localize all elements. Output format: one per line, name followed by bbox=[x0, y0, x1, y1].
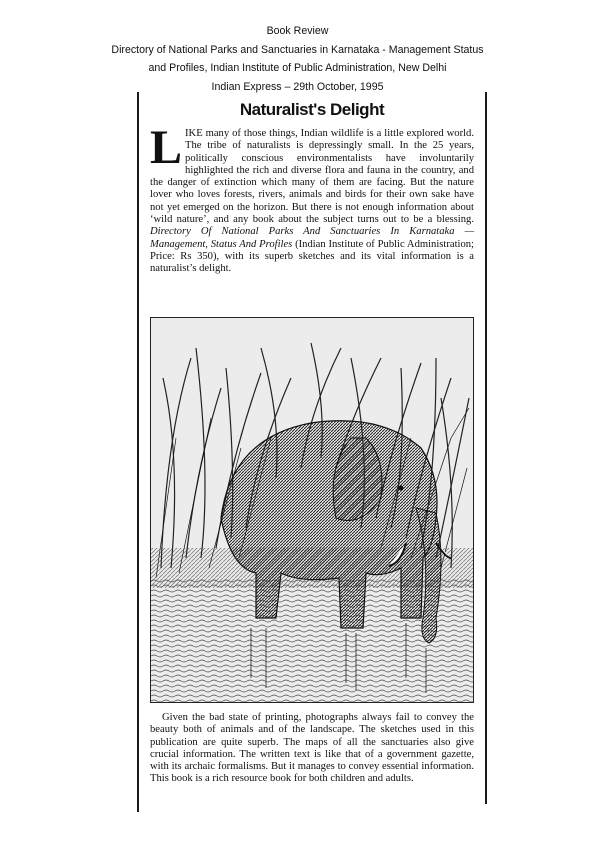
article-paragraph-1 bbox=[150, 121, 475, 276]
header-line-3: and Profiles, Indian Institute of Public Administration, New Delhi bbox=[148, 62, 447, 74]
header-line-4: Indian Express – 29th October, 1995 bbox=[211, 80, 384, 93]
header-line-1: Book Review bbox=[266, 25, 329, 37]
elephant-sketch-drawing bbox=[151, 318, 473, 702]
article-paragraph-2: Given the bad state of printing, photographs always fail to convey the beauty both of animals and of the landscape. The sketches used in this publication are quite superb. The maps of all the sanctuaries also give crucial information. The written text is like that of a government gazette, with its archaic formalisms. But it manages to convey essential information. This book is a rich resource book for both children and adults. bbox=[150, 712, 474, 785]
paragraph-1-ending: (Indian Institute of Public Administration; Price: Rs 350), with its superb sketches and its vital information is a naturalist’s delight. bbox=[150, 238, 475, 275]
article-headline: Naturalist's Delight bbox=[239, 100, 385, 119]
column-rule-right bbox=[485, 92, 487, 804]
elephant-sketch bbox=[150, 317, 474, 703]
column-rule-left bbox=[137, 92, 139, 812]
drop-cap: L bbox=[150, 121, 183, 174]
newspaper-clipping bbox=[137, 92, 487, 812]
header-line-2: Directory of National Parks and Sanctuaries in Karnataka - Management Status bbox=[111, 43, 484, 56]
paragraph-1-text: IKE many of those things, Indian wildlife is a little explored world. The tribe of naturalists is depressingly small. In the 25 years, politically conscious environmentalists have involuntarily highlighted the rich and diverse flora and fauna in the country, and the danger of extinction which many of them are facing. But the nature lover who loves forests, rivers, animals and birds for their own sake have not yet emerged on the horizon. But there is not enough information about ‘wild nature’, and any book about the subject turns out to be a blessing. bbox=[150, 128, 474, 226]
document-header bbox=[0, 22, 595, 96]
book-title: Directory Of National Parks And Sanctuaries In Karnataka — Management, Status And Profiles bbox=[150, 226, 474, 250]
